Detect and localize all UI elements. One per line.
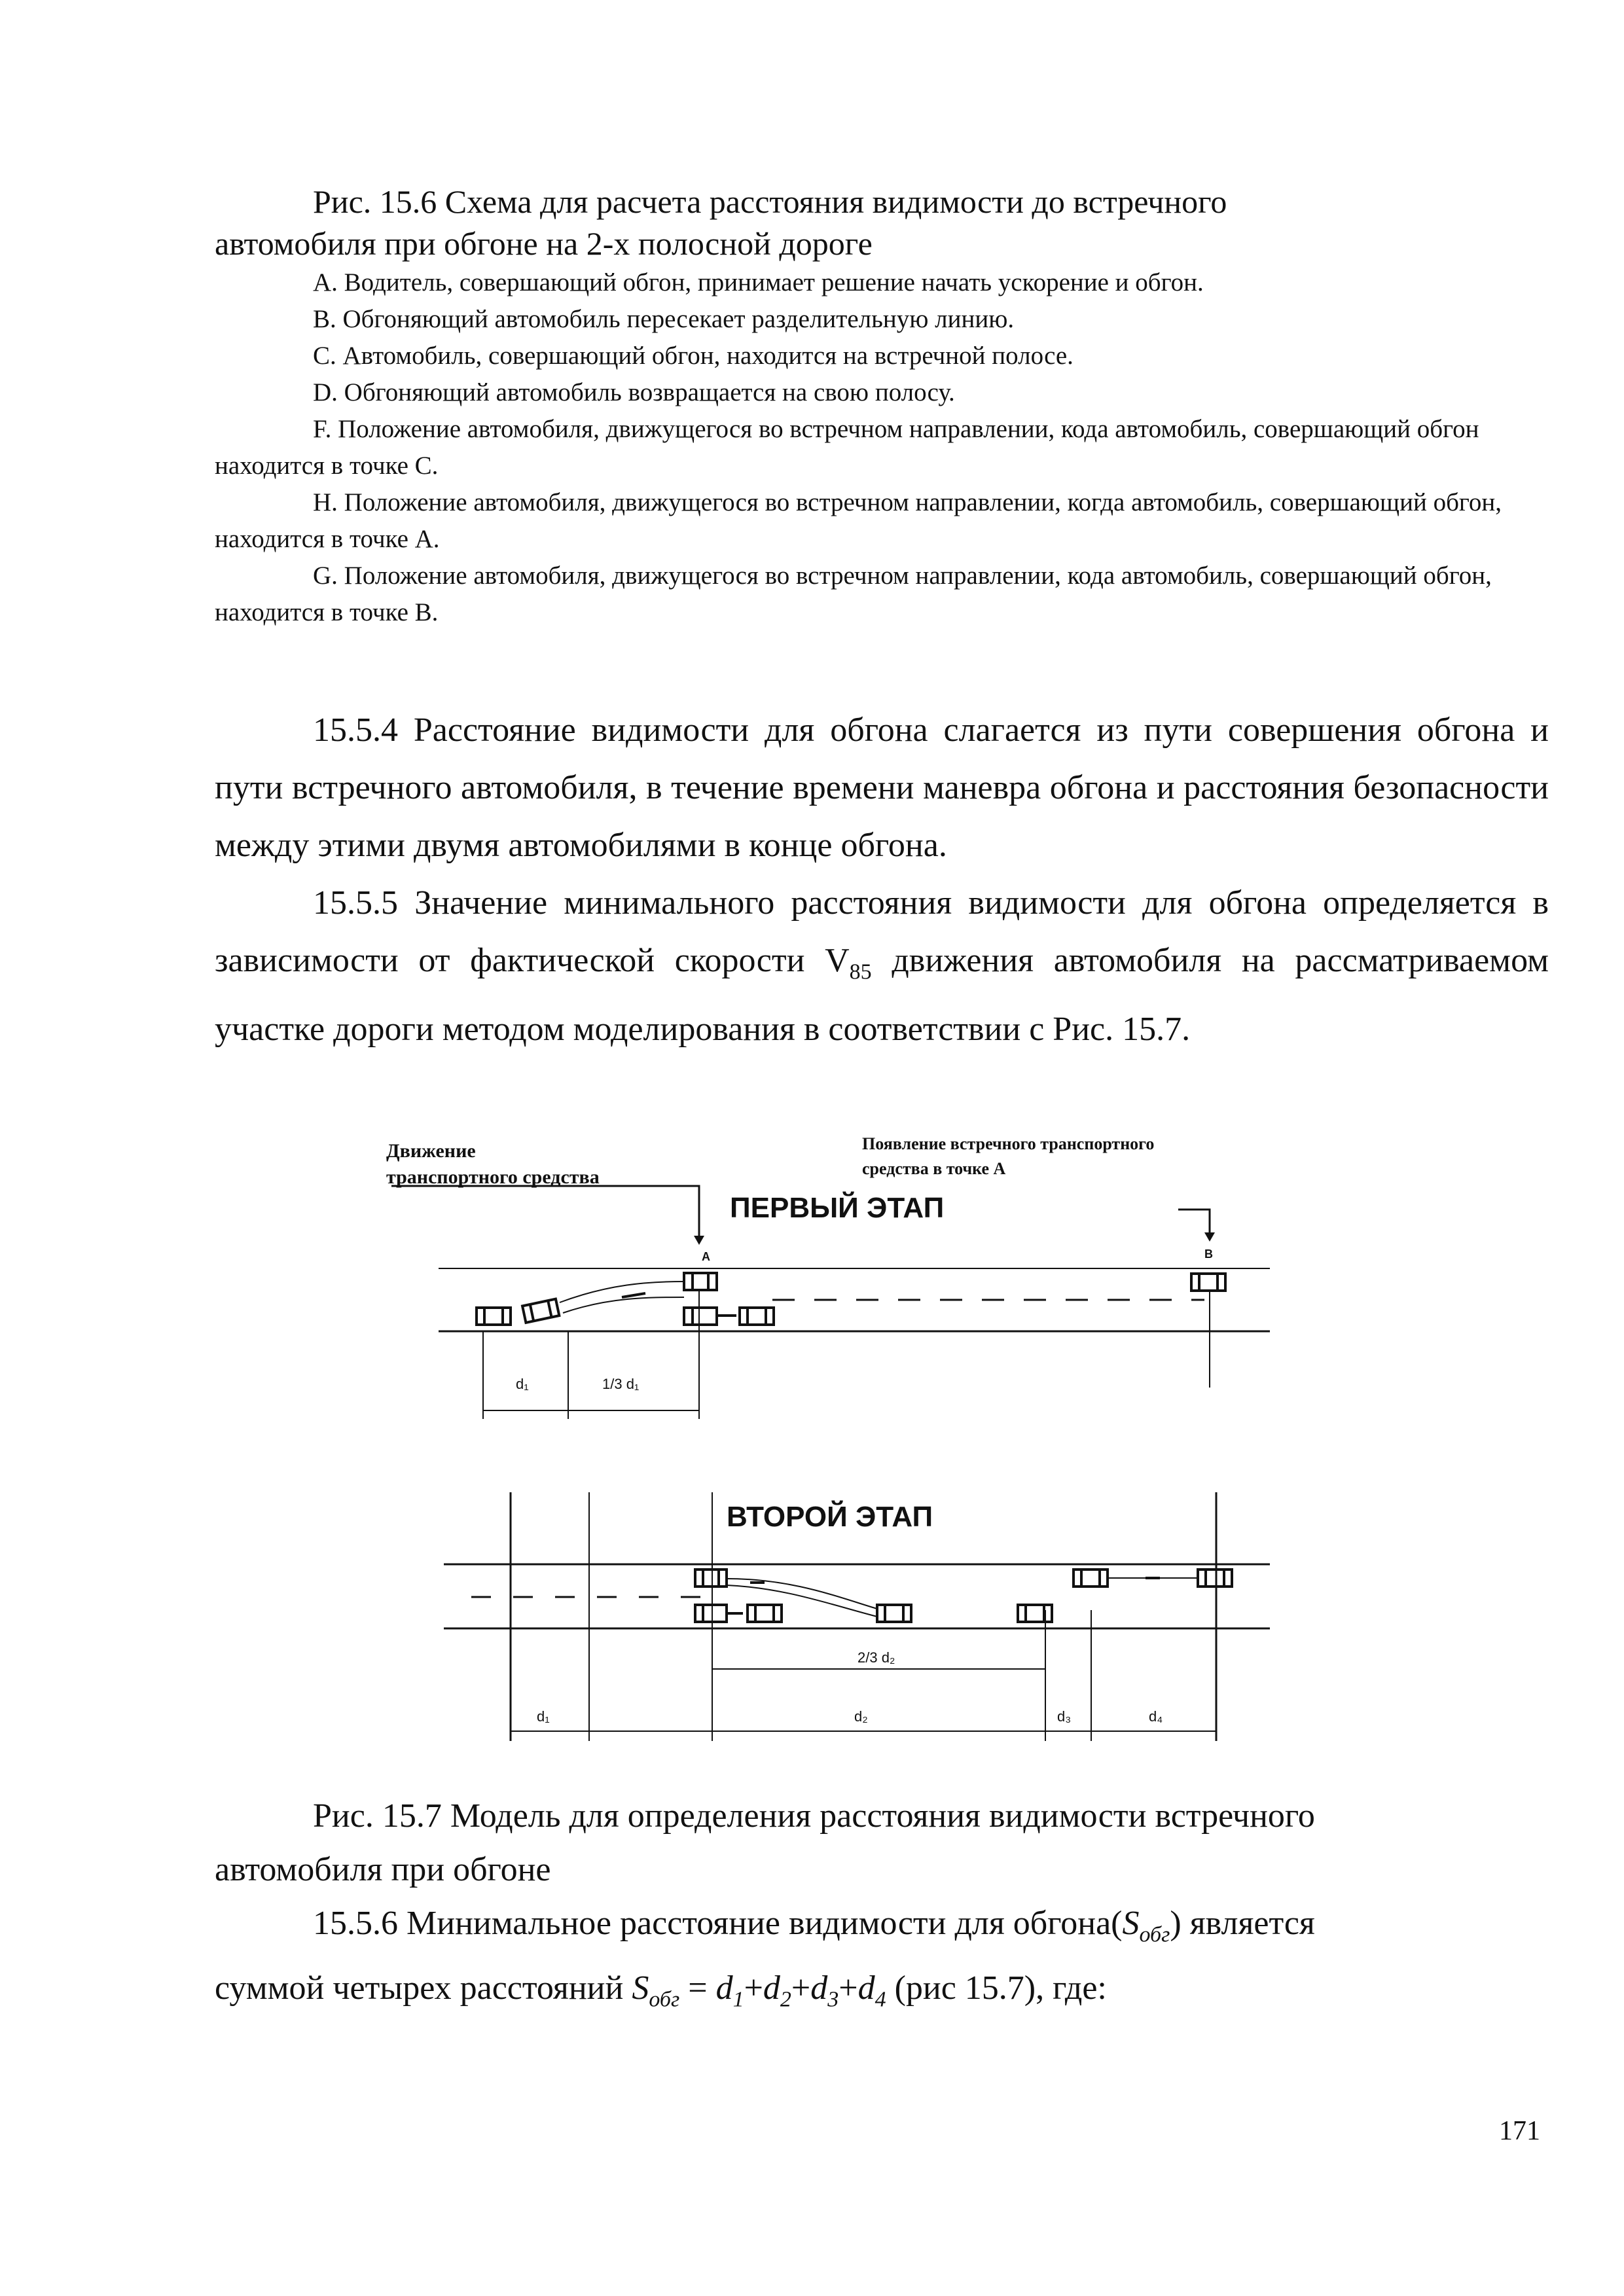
overtake-path	[727, 1585, 877, 1617]
page-number: 171	[1499, 2116, 1540, 2146]
formula-line	[215, 1962, 1549, 2026]
text-span: суммой четырех расстояний	[215, 1969, 632, 2007]
label-motion-1: Движение	[386, 1140, 476, 1162]
plus: +	[839, 1969, 858, 2007]
caption-line: Рис. 15.6 Схема для расчета расстояния видимости до встречного	[313, 183, 1227, 220]
car-icon	[684, 1273, 717, 1290]
legend-item-c: С. Автомобиль, совершающий обгон, находится на встречной полосе.	[313, 342, 1074, 370]
car-icon	[1198, 1570, 1232, 1587]
car-detail	[755, 1605, 774, 1622]
car-icon	[748, 1605, 782, 1622]
car-icon	[695, 1605, 727, 1622]
figure-15-7-caption	[215, 1789, 1549, 2027]
body-text	[215, 702, 1549, 1058]
symbol-d3: d	[810, 1969, 828, 2007]
label-oncoming-2: средства в точке А	[862, 1159, 1006, 1178]
caption-line: автомобиля при обгоне на 2-х полосной дороге	[215, 225, 873, 262]
symbol-d2: d	[763, 1969, 780, 2007]
equals: =	[679, 1969, 716, 2007]
legend-item-g: G. Положение автомобиля, движущегося во встречном направлении, кода автомобиль, совершающий обгон, находится в точке В.	[215, 562, 1492, 626]
car-icon	[1191, 1274, 1225, 1291]
car-icon	[695, 1570, 727, 1587]
subscript: 4	[875, 1987, 886, 2012]
text-span: 15.5.5 Значение минимального расстояния видимости для обгона определяется в зависимости от фактической скорости V	[215, 884, 1549, 979]
car-icon	[877, 1605, 911, 1622]
figure-15-7-diagram	[386, 1113, 1290, 1767]
text-span: (рис 15.7), где:	[886, 1969, 1107, 2007]
dim-twothirds-d2-label: 2/3 d₂	[857, 1649, 895, 1666]
caption-line: Рис. 15.7 Модель для определения расстояния видимости встречного	[313, 1797, 1315, 1835]
dim-d1-label: d₁	[516, 1376, 529, 1392]
car-detail	[484, 1308, 503, 1325]
car-icon	[1018, 1605, 1052, 1622]
legend-item-a: А. Водитель, совершающий обгон, принимает решение начать ускорение и обгон.	[313, 268, 1204, 296]
subscript: 1	[732, 1987, 744, 2012]
symbol-d4: d	[857, 1969, 875, 2007]
car-icon	[684, 1308, 717, 1325]
point-b-label: B	[1204, 1247, 1213, 1261]
symbol-s: S	[632, 1969, 649, 2007]
paragraph-15-5-4: 15.5.4 Расстояние видимости для обгона слагается из пути совершения обгона и пути встречного автомобиля, в течение времени маневра обгона и расстояния безопасности между этими двумя автомобилями в конце обгона.	[215, 711, 1549, 864]
subscript-obg: обг	[649, 1987, 680, 2012]
overtake-path	[563, 1297, 684, 1313]
arrow-head-icon	[1204, 1232, 1215, 1242]
car-detail	[703, 1570, 719, 1587]
dim-d1-label: d₁	[537, 1708, 550, 1725]
car-detail	[1026, 1605, 1044, 1622]
subscript: 2	[780, 1987, 791, 2012]
caption-line: автомобиля при обгоне	[215, 1851, 551, 1888]
label-motion-2: транспортного средства	[386, 1166, 600, 1188]
paragraph-15-5-5	[215, 874, 1549, 1058]
car-icon	[740, 1308, 774, 1325]
point-a-label: A	[702, 1250, 710, 1263]
symbol-s: S	[1122, 1905, 1140, 1942]
car-detail	[748, 1308, 766, 1325]
label-oncoming-1: Появление встречного транспортного	[862, 1134, 1155, 1153]
arrow-head-icon	[694, 1236, 704, 1245]
plus: +	[744, 1969, 763, 2007]
car-detail	[885, 1605, 903, 1622]
text-span: 15.5.6 Минимальное расстояние видимости для обгона(	[313, 1905, 1123, 1942]
stage2-title: ВТОРОЙ ЭТАП	[727, 1501, 933, 1533]
stage1-title: ПЕРВЫЙ ЭТАП	[730, 1192, 945, 1224]
subscript	[1140, 1922, 1170, 1946]
car-detail	[693, 1273, 708, 1290]
motion-arrow-icon	[622, 1293, 645, 1297]
figure-15-6-legend	[215, 264, 1557, 631]
text-span: движения автомобиля на рассматриваемом участке дороги методом моделирования в соответствии с Рис. 15.7.	[215, 942, 1549, 1049]
legend-item-b: В. Обгоняющий автомобиль пересекает разделительную линию.	[313, 305, 1015, 333]
legend-item-h: Н. Положение автомобиля, движущегося во встречном направлении, когда автомобиль, совершающий обгон, находится в точке А.	[215, 488, 1502, 553]
car-icon	[477, 1308, 511, 1325]
motion-pointer-line	[391, 1186, 699, 1240]
legend-item-d: D. Обгоняющий автомобиль возвращается на свою полосу.	[313, 378, 955, 406]
paragraph-15-5-6	[215, 1897, 1549, 1962]
figure-15-6-caption	[215, 181, 1413, 264]
subscript: 85	[849, 960, 872, 984]
dim-d4-label: d₄	[1149, 1708, 1163, 1725]
car-detail	[1199, 1274, 1218, 1291]
car-icon	[522, 1299, 559, 1323]
subscript-obg: обг	[1139, 1922, 1170, 1947]
legend-item-f: F. Положение автомобиля, движущегося во встречном направлении, кода автомобиль, совершающий обгон находится в точке С.	[215, 415, 1479, 480]
plus: +	[791, 1969, 811, 2007]
car-icon	[1074, 1570, 1108, 1587]
overtaking-diagram	[386, 1113, 1290, 1767]
text-span: ) является	[1170, 1905, 1315, 1942]
symbol-d1: d	[715, 1969, 733, 2007]
subscript: 3	[827, 1987, 839, 2012]
dim-d2-label: d₂	[854, 1708, 868, 1725]
subscript	[649, 1988, 679, 2012]
dim-third-d1-label: 1/3 d₁	[602, 1376, 640, 1392]
car-detail	[1081, 1570, 1100, 1587]
dim-d3-label: d₃	[1057, 1708, 1072, 1725]
car-detail	[1206, 1570, 1224, 1587]
